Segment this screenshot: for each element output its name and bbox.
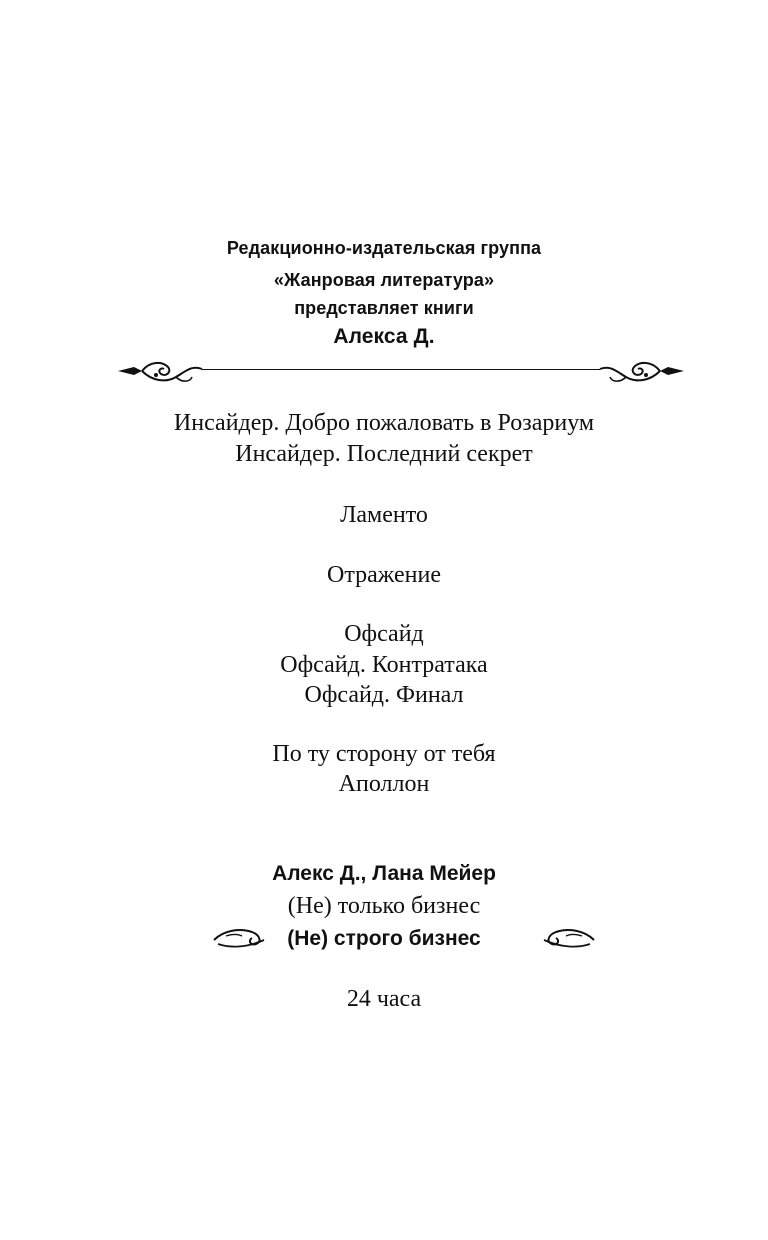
right-small-flourish-icon [540, 922, 596, 952]
right-flourish-ornament-icon [598, 355, 686, 387]
coauthors-heading: Алекс Д., Лана Мейер [272, 862, 496, 885]
book-title: Аполлон [338, 771, 430, 797]
book-title: Офсайд. Контратака [280, 652, 488, 678]
left-flourish-ornament-icon [116, 355, 204, 387]
publisher-group-line: Редакционно-издательская группа [226, 238, 542, 258]
book-title-bold: (Не) строго бизнес [287, 927, 481, 950]
book-title: Инсайдер. Добро пожаловать в Розариум [173, 410, 595, 436]
header-divider-rule [202, 369, 600, 370]
author-name-heading: Алекса Д. [333, 325, 435, 348]
book-title: Офсайд. Финал [304, 682, 464, 708]
book-title: 24 часа [346, 986, 422, 1012]
book-title: (Не) только бизнес [287, 893, 481, 919]
book-title: Ламенто [340, 502, 428, 528]
publisher-imprint-line: «Жанровая литература» [273, 270, 495, 290]
book-title: Офсайд [344, 621, 424, 647]
presents-books-line: представляет книги [294, 298, 474, 318]
book-title: Отражение [326, 562, 442, 588]
book-title: Инсайдер. Последний секрет [235, 441, 533, 467]
book-title: По ту сторону от тебя [272, 741, 496, 767]
